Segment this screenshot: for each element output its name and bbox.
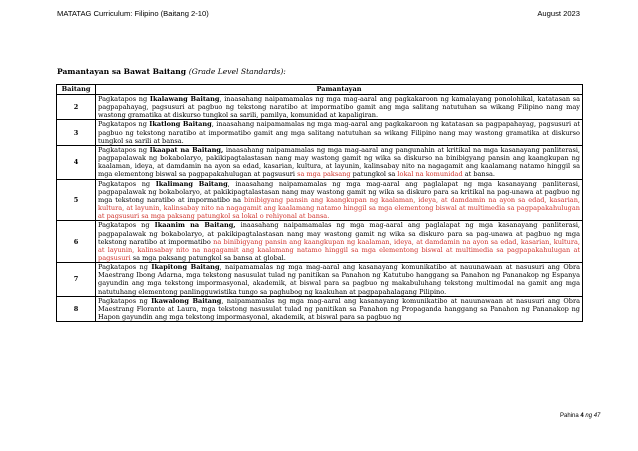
standard-text: inaasahang naipamamalas ng mga mag-aaral ang pangunahin at kritikal na mga kasanayang panliterasi, pagpapalawak ng bokabolaryo, pakikipagtalastasan nang may wastong gamit ng wika sa diskurso na binibigyang pansin ang kaangkupan ng kaalaman, ideya, at damdamin na ayon sa edad, kasarian, kultura, at layunin, kalinsabay nito na nagagamit ang kaalamang natamo hinggil sa mga elementong biswal sa pagpapakahulugan at pagsusuri [98, 145, 580, 179]
section-heading-bold: Pamantayan sa Bawat Baitang [57, 67, 187, 76]
grade-name: Ikatlong Baitang [149, 120, 212, 129]
standard-text: inaasahang naipamamalas ng mga mag-aaral ang paglalapat ng mga kasanayang panliterasi, pagpapalawak ng bokabolaryo, at pakikipagtalastasan nang may wastong gamit ng wika sa diskuro para sa pag-unawa at pagbuo ng mga tekstong naratibo at impormatibo [98, 221, 581, 246]
standard-text: Pagkatapos ng [98, 179, 156, 188]
highlighted-text: sa mga paksang [297, 170, 351, 179]
page-label: Pahina [560, 413, 579, 419]
grade-name: Ikaanim na Baitang, [154, 221, 236, 230]
highlighted-text: binibigyang pansin ang kaangkupan ng kaalaman, ideya, at damdamin na ayon sa edad, kasarian, kultura, at layunin, kalinsabay nito na nagagamit ang kaalamang natamo hinggil sa mga elementong biswal at multimedia sa pagpapakahulugan at pagsusuri sa mga paksang patungkol sa lokal o rehiyonal at bansa. [98, 195, 581, 221]
standard-text: Pagkatapos ng [98, 120, 150, 129]
grade-cell: 6 [57, 221, 96, 263]
table-header-row [57, 85, 583, 95]
table-row [57, 120, 583, 145]
standard-text: at bansa. [462, 170, 495, 179]
page-header [57, 9, 580, 18]
page-total: ng 47 [585, 413, 601, 419]
grade-name: Ikalimang Baitang [155, 179, 228, 188]
table-row [57, 296, 583, 321]
grade-name: Ikalawang Baitang [149, 95, 220, 103]
table-row [57, 179, 583, 221]
document-date: August 2023 [537, 9, 580, 18]
table-body [57, 95, 583, 322]
standard-cell [96, 179, 583, 221]
standard-text: Pagkatapos ng [98, 221, 155, 230]
table-row [57, 95, 583, 120]
table-row [57, 263, 583, 297]
grade-name: Ikaapat na Baitang, [149, 145, 224, 154]
highlighted-text: lokal na komunidad [397, 170, 463, 179]
standard-text: Pagkatapos ng [98, 296, 152, 305]
document-title: MATATAG Curriculum: Filipino (Baitang 2-10) [57, 9, 209, 18]
grade-name: Ikawalong Baitang [151, 296, 222, 305]
standard-text: , inaasahang naipamamalas ng mga mag-aaral ang paglalapat ng mga kasanayang panliterasi, pagpapalawak ng bokabolaryo, at pakikipagtalastasan nang may wastong gamit ng wika sa diskuro para sa kritikal na pag-unawa at pagbuo ng mga tekstong naratibo at impormatibo na [98, 179, 581, 204]
standard-cell [96, 145, 583, 179]
standard-text: , naipamamalas ng mga mag-aaral ang kasanayang komunikatibo at nauunawaan at nasusuri ang Obra Maestrang Florante at Laura, mga tekstong nasusulat tulad ng panitikan sa Panahon ng Propaganda hanggang sa Panahon ng Pananakop ng Hapon gayundin ang mga tekstong impormasyonal, akademik, at biswal para sa pagbuo ng [98, 296, 581, 322]
standard-cell [96, 263, 583, 297]
standard-cell [96, 221, 583, 263]
standard-text: Pagkatapos ng [98, 145, 150, 154]
grade-cell: 5 [57, 179, 96, 221]
standard-cell [96, 296, 583, 321]
grade-cell: 8 [57, 296, 96, 321]
standard-text: patungkol sa [350, 170, 398, 179]
grade-cell: 4 [57, 145, 96, 179]
table-row [57, 145, 583, 179]
grade-cell: 7 [57, 263, 96, 297]
standard-text: Pagkatapos ng [98, 95, 150, 103]
standard-text: , naipamamalas ng mga mag-aaral ang kasanayang komunikatibo at nauunawaan at nasusuri ang Obra Maestrang Ibong Adarna, mga tekstong nasusulat tulad ng panitikan sa Panahon ng Katutubo hanggang sa Panahon ng Pananakop ng Espanya gayundin ang mga tekstong impormasyonal, akademik, at biswal para sa pagbuo ng makabuluhang tekstong multimodal na gamit ang mga natutuhang elementong panlingguwistika tungo sa paghubog ng kaakuhan at pagpapahalagang Pilipino. [98, 263, 581, 296]
standard-text: Pagkatapos ng [98, 263, 152, 272]
standard-cell [96, 95, 583, 120]
grade-cell: 2 [57, 95, 96, 120]
table-row [57, 221, 583, 263]
highlighted-text: na binibigyang pansin ang kaangkupan ng kaalaman, ideya, at damdamin na ayon sa edad, kasarian, kultura, at layunin, kalinsabay nito na nagagamit ang kaalamang natamo hinggil sa mga elementong biswal at multimedia sa pagpapakahulugan at pagsusuri [98, 237, 580, 262]
standard-text: , inaasahang naipamamalas ng mga mag-aaral ang pagkakaroon ng katatasan sa pagpapahayag, pagsusuri at pagbuo ng tekstong naratibo at impormatibo gamit ang mga salitang natutuhan sa wikang Filipino nang may wastong gramatika at diskurso tungkol sa sarili at bansa. [98, 120, 581, 145]
column-header-grade: Baitang [57, 85, 96, 95]
grade-cell: 3 [57, 120, 96, 145]
standard-text: sa mga paksang patungkol sa bansa at global. [130, 253, 286, 262]
section-heading [57, 67, 286, 76]
page-footer [560, 413, 600, 419]
standard-cell [96, 120, 583, 145]
standard-text: , inaasahang naipamamalas ng mga mag-aaral ang pagkakaroon ng kamalayang ponolohikal, katatasan sa pagpapahayag, pagsusuri at pagbuo ng tekstong naratibo at impormatibo gamit ang mga salitang natutuhan sa wikang Filipino nang may wastong gramatika at diskurso tungkol sa sarili, pamilya, komunidad at kapaligiran. [98, 95, 581, 120]
grade-name: Ikapitong Baitang [151, 263, 220, 272]
standards-table [56, 84, 583, 322]
section-heading-italic: (Grade Level Standards): [188, 67, 286, 76]
page-number: 4 [580, 413, 584, 419]
column-header-standard: Pamantayan [96, 85, 583, 95]
